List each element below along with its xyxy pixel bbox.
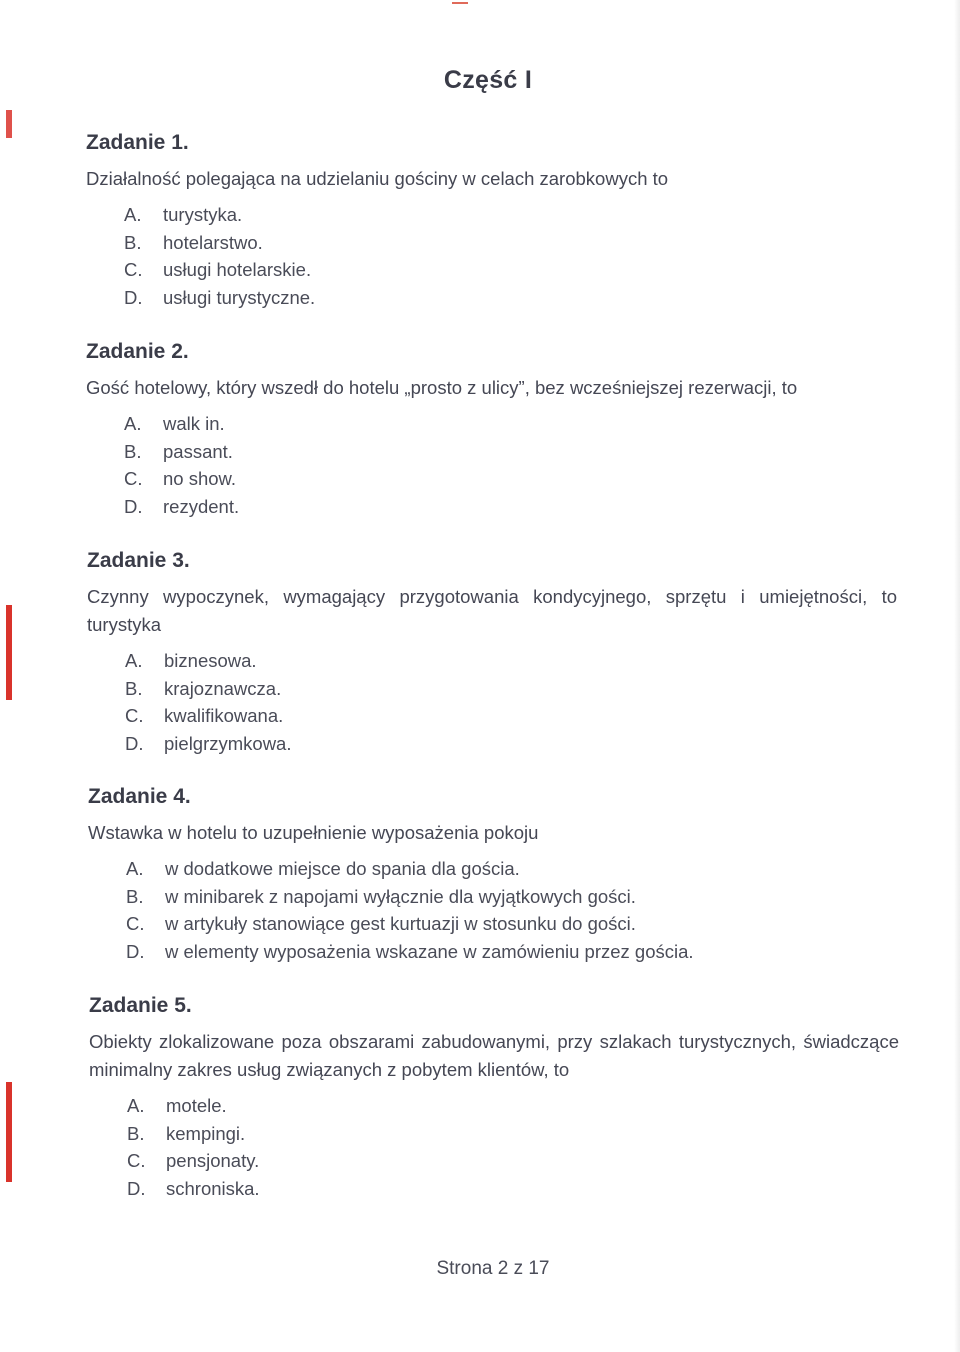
option-text: hotelarstwo. [163, 231, 263, 253]
answer-option-d [124, 284, 896, 312]
answer-options [86, 410, 896, 520]
task-title: Zadanie 5. [89, 994, 192, 1017]
answer-options [86, 201, 896, 311]
option-text: kempingi. [166, 1122, 246, 1144]
option-letter: D. [125, 732, 144, 754]
option-text: w minibarek z napojami wyłącznie dla wyjątkowych gości. [165, 885, 636, 907]
part-title: Część I [443, 66, 533, 94]
option-letter: A. [124, 413, 142, 434]
scan-artifact-top [452, 2, 468, 4]
option-text: pensjonaty. [166, 1150, 260, 1171]
option-letter: A. [124, 204, 142, 225]
option-text: turystyka. [163, 204, 243, 225]
task-question: Gość hotelowy, który wszedł do hotelu „prosto z ulicy”, bez wcześniejszej rezerwacji, to [86, 377, 798, 398]
answer-options [89, 1092, 899, 1202]
option-letter: D. [124, 495, 143, 517]
answer-option-b [125, 675, 897, 703]
answer-option-b [124, 229, 896, 257]
option-letter: B. [126, 885, 144, 907]
option-text: w elementy wyposażenia wskazane w zamówieniu przez gościa. [165, 940, 694, 962]
option-text: kwalifikowana. [164, 705, 284, 726]
answer-option-d [124, 493, 896, 521]
task-1 [86, 131, 896, 311]
answer-option-c [126, 910, 898, 938]
option-letter: C. [127, 1150, 146, 1171]
scan-artifact-left-1 [6, 110, 12, 138]
answer-option-a [125, 647, 897, 675]
answer-option-c [125, 702, 897, 730]
option-letter: B. [124, 440, 142, 462]
option-letter: A. [125, 650, 143, 671]
answer-option-c [127, 1147, 899, 1175]
task-2 [86, 340, 896, 520]
option-text: schroniska. [166, 1177, 260, 1199]
option-letter: C. [124, 259, 143, 280]
scan-artifact-left-3 [6, 1082, 12, 1182]
option-text: w artykuły stanowiące gest kurtuazji w stosunku do gości. [165, 913, 636, 934]
task-title: Zadanie 2. [86, 340, 189, 363]
task-title: Zadanie 3. [87, 549, 190, 572]
answer-option-d [127, 1175, 899, 1203]
answer-option-d [125, 730, 897, 758]
option-letter: B. [125, 677, 143, 699]
answer-option-b [124, 438, 896, 466]
option-letter: C. [124, 468, 143, 489]
option-text: rezydent. [163, 495, 240, 517]
answer-option-b [127, 1120, 899, 1148]
option-text: pielgrzymkowa. [164, 732, 292, 754]
option-text: motele. [166, 1095, 227, 1116]
answer-option-a [124, 201, 896, 229]
task-question: Wstawka w hotelu to uzupełnienie wyposażenia pokoju [88, 822, 539, 843]
option-letter: A. [126, 858, 144, 879]
option-text: usługi hotelarskie. [163, 259, 312, 280]
answer-option-a [126, 855, 898, 883]
task-title: Zadanie 1. [86, 131, 189, 154]
answer-option-a [124, 410, 896, 438]
option-letter: B. [124, 231, 142, 253]
answer-option-a [127, 1092, 899, 1120]
option-text: krajoznawcza. [164, 677, 282, 699]
task-5 [89, 994, 899, 1202]
answer-options [88, 855, 898, 965]
task-question: Czynny wypoczynek, wymagający przygotowania kondycyjnego, sprzętu i umiejętności, to turystyka [87, 586, 897, 635]
page-number: Strona 2 z 17 [436, 1258, 550, 1279]
option-text: passant. [163, 440, 233, 462]
answer-options [87, 647, 897, 757]
option-letter: D. [124, 286, 143, 308]
task-3 [87, 549, 897, 757]
task-title: Zadanie 4. [88, 785, 191, 808]
option-letter: D. [126, 940, 145, 962]
option-text: biznesowa. [164, 650, 257, 671]
option-letter: C. [126, 913, 145, 934]
answer-option-d [126, 938, 898, 966]
answer-option-b [126, 883, 898, 911]
option-text: walk in. [163, 413, 225, 434]
answer-option-c [124, 256, 896, 284]
page-edge-shadow [954, 0, 960, 1352]
option-text: no show. [163, 468, 237, 489]
task-4 [88, 785, 898, 965]
option-letter: B. [127, 1122, 145, 1144]
task-question: Obiekty zlokalizowane poza obszarami zabudowanymi, przy szlakach turystycznych, świadczące minimalny zakres usług związanych z pobytem klientów, to [89, 1031, 899, 1080]
option-text: usługi turystyczne. [163, 286, 316, 308]
option-letter: C. [125, 705, 144, 726]
scan-artifact-left-2 [6, 605, 12, 700]
option-text: w dodatkowe miejsce do spania dla gościa. [165, 858, 520, 879]
option-letter: D. [127, 1177, 146, 1199]
task-question: Działalność polegająca na udzielaniu gościny w celach zarobkowych to [86, 168, 669, 189]
option-letter: A. [127, 1095, 145, 1116]
answer-option-c [124, 465, 896, 493]
